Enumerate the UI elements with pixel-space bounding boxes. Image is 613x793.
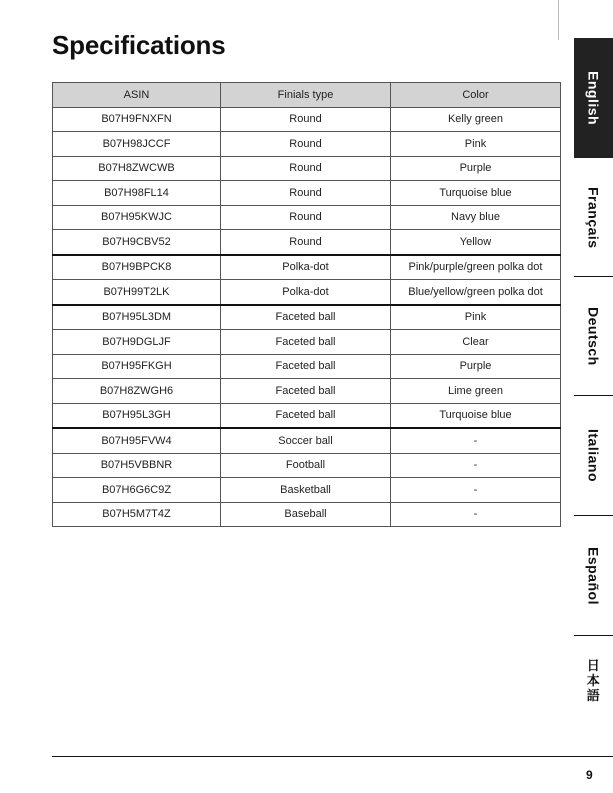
language-tab-japanese[interactable]	[574, 636, 613, 724]
language-tab-label: English	[585, 70, 602, 126]
cell-color: Turquoise blue	[391, 403, 561, 428]
cell-asin: B07H5VBBNR	[53, 453, 221, 478]
page-title: Specifications	[52, 30, 226, 60]
table-row	[53, 107, 561, 132]
page-number: 9	[586, 768, 593, 782]
footer-rule	[52, 756, 613, 757]
cell-asin: B07H95L3GH	[53, 403, 221, 428]
cell-finials-type: Polka-dot	[221, 280, 391, 305]
cell-asin: B07H9BPCK8	[53, 255, 221, 280]
cell-asin: B07H99T2LK	[53, 280, 221, 305]
table-header-row	[53, 83, 561, 108]
table-row	[53, 156, 561, 181]
language-tab-label: Deutsch	[585, 307, 602, 366]
cell-color: Kelly green	[391, 107, 561, 132]
language-tab-francais[interactable]	[574, 158, 613, 277]
language-tab-label: Français	[585, 186, 602, 249]
cell-finials-type: Baseball	[221, 502, 391, 527]
cell-color: Pink	[391, 305, 561, 330]
cell-color: Turquoise blue	[391, 181, 561, 206]
cell-finials-type: Faceted ball	[221, 305, 391, 330]
header-color: Color	[391, 83, 561, 108]
table-row	[53, 330, 561, 355]
top-edge-rule	[558, 0, 559, 40]
cell-asin: B07H9CBV52	[53, 230, 221, 255]
cell-finials-type: Faceted ball	[221, 330, 391, 355]
cell-color: Pink/purple/green polka dot	[391, 255, 561, 280]
cell-asin: B07H95FVW4	[53, 428, 221, 453]
cell-asin: B07H8ZWGH6	[53, 379, 221, 404]
cell-asin: B07H98JCCF	[53, 132, 221, 157]
table-row	[53, 478, 561, 503]
table-row	[53, 453, 561, 478]
cell-finials-type: Round	[221, 156, 391, 181]
header-asin: ASIN	[53, 83, 221, 108]
cell-color: -	[391, 502, 561, 527]
cell-finials-type: Faceted ball	[221, 354, 391, 379]
specifications-table	[52, 82, 561, 527]
cell-asin: B07H98FL14	[53, 181, 221, 206]
cell-color: Purple	[391, 354, 561, 379]
cell-finials-type: Round	[221, 181, 391, 206]
cell-asin: B07H9DGLJF	[53, 330, 221, 355]
table-row	[53, 132, 561, 157]
language-tab-label: 日本語	[586, 657, 601, 703]
table-row	[53, 181, 561, 206]
cell-color: Pink	[391, 132, 561, 157]
table-row	[53, 428, 561, 453]
cell-color: -	[391, 453, 561, 478]
header-finials-type: Finials type	[221, 83, 391, 108]
language-tab-label: Español	[585, 547, 602, 605]
table-row	[53, 280, 561, 305]
table-row	[53, 230, 561, 255]
cell-finials-type: Basketball	[221, 478, 391, 503]
table-row	[53, 354, 561, 379]
table-row	[53, 305, 561, 330]
table-row	[53, 205, 561, 230]
cell-asin: B07H6G6C9Z	[53, 478, 221, 503]
table-row	[53, 255, 561, 280]
language-tab-label: Italiano	[585, 429, 602, 483]
cell-finials-type: Round	[221, 132, 391, 157]
cell-finials-type: Round	[221, 230, 391, 255]
cell-finials-type: Soccer ball	[221, 428, 391, 453]
cell-finials-type: Round	[221, 107, 391, 132]
cell-finials-type: Faceted ball	[221, 403, 391, 428]
cell-asin: B07H9FNXFN	[53, 107, 221, 132]
language-tab-italiano[interactable]	[574, 396, 613, 516]
cell-color: -	[391, 428, 561, 453]
cell-finials-type: Round	[221, 205, 391, 230]
table-row	[53, 502, 561, 527]
table-row	[53, 403, 561, 428]
cell-asin: B07H95FKGH	[53, 354, 221, 379]
cell-color: Lime green	[391, 379, 561, 404]
language-tab-deutsch[interactable]	[574, 277, 613, 396]
cell-finials-type: Football	[221, 453, 391, 478]
cell-finials-type: Polka-dot	[221, 255, 391, 280]
cell-color: -	[391, 478, 561, 503]
cell-asin: B07H95L3DM	[53, 305, 221, 330]
language-tabs	[574, 38, 613, 724]
language-tab-english[interactable]	[574, 38, 613, 158]
language-tab-espanol[interactable]	[574, 516, 613, 636]
cell-color: Yellow	[391, 230, 561, 255]
cell-asin: B07H8ZWCWB	[53, 156, 221, 181]
cell-asin: B07H5M7T4Z	[53, 502, 221, 527]
cell-color: Purple	[391, 156, 561, 181]
cell-finials-type: Faceted ball	[221, 379, 391, 404]
cell-color: Clear	[391, 330, 561, 355]
cell-asin: B07H95KWJC	[53, 205, 221, 230]
cell-color: Blue/yellow/green polka dot	[391, 280, 561, 305]
cell-color: Navy blue	[391, 205, 561, 230]
table-row	[53, 379, 561, 404]
